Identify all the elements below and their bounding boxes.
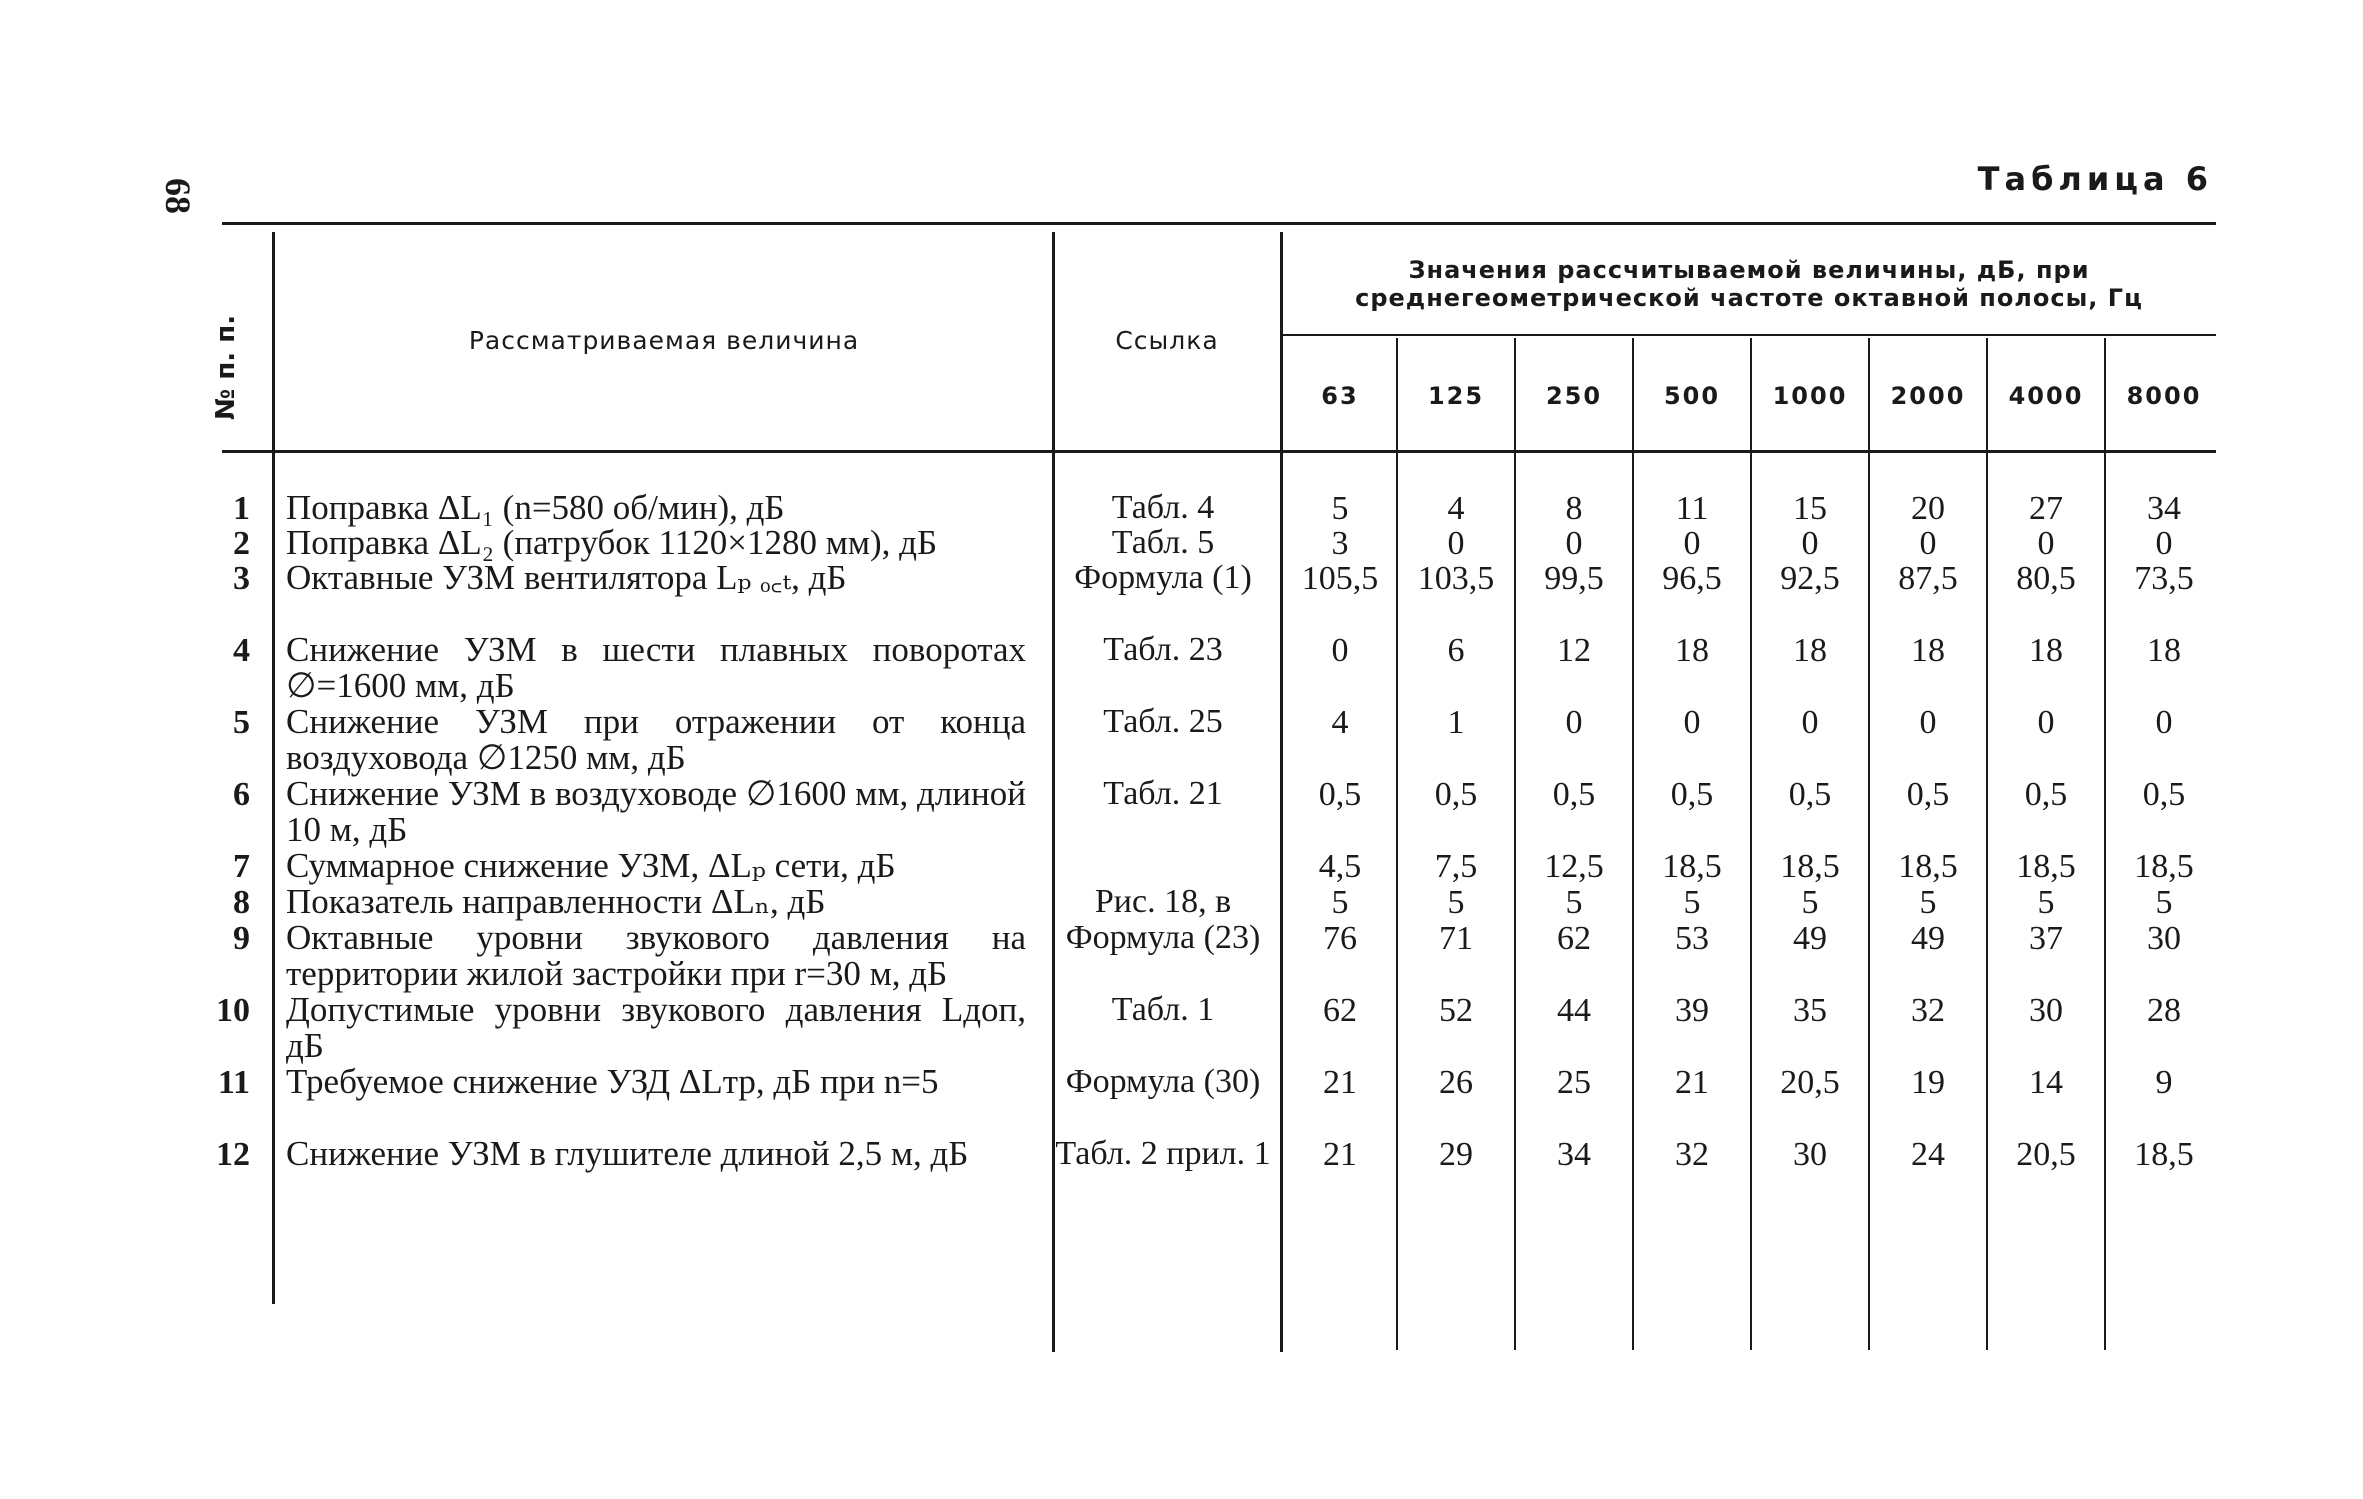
row-reference: Табл. 2 прил. 1 [1055, 1135, 1271, 1172]
value-cell-4000: 80,5 [2016, 560, 2076, 597]
row-number: 6 [233, 776, 250, 813]
row-quantity: Снижение УЗМ в шести плавных поворотах ∅=1600 мм, дБ [286, 630, 1026, 705]
value-cell-125: 103,5 [1417, 560, 1495, 597]
value-cell-4000: 27 [2029, 490, 2063, 527]
value-cell-8000: 0 [2155, 525, 2173, 562]
row-quantity: Суммарное снижение УЗМ, ΔLₚ сети, дБ [286, 846, 896, 885]
row-reference: Табл. 4 [1111, 489, 1215, 526]
value-cell-8000: 34 [2147, 490, 2181, 527]
value-cell-63: 0 [1331, 632, 1349, 669]
header-freq-63: 63 [1321, 382, 1359, 410]
row-number: 1 [233, 490, 250, 527]
value-cell-2000: 19 [1911, 1064, 1945, 1101]
value-cell-63: 5 [1331, 884, 1349, 921]
value-cell-8000: 9 [2155, 1064, 2173, 1101]
value-cell-4000: 0 [2037, 525, 2055, 562]
row-quantity: Допустимые уровни звукового давления Lдоп, дБ [286, 990, 1026, 1065]
row-quantity: Требуемое снижение УЗД ΔLтр, дБ при n=5 [286, 1062, 939, 1101]
table-top-rule [222, 222, 2216, 225]
row-number: 9 [233, 920, 250, 957]
value-cell-2000: 20 [1911, 490, 1945, 527]
value-cell-250: 0 [1565, 525, 1583, 562]
value-cell-125: 0,5 [1434, 776, 1478, 813]
value-cell-500: 18,5 [1662, 848, 1722, 885]
value-cell-8000: 30 [2147, 920, 2181, 957]
header-freq-4000: 4000 [2008, 382, 2084, 410]
value-cell-1000: 35 [1793, 992, 1827, 1029]
value-cell-63: 4,5 [1318, 848, 1362, 885]
value-cell-4000: 0 [2037, 704, 2055, 741]
value-cell-1000: 20,5 [1780, 1064, 1840, 1101]
value-cell-1000: 92,5 [1780, 560, 1840, 597]
row-reference: Табл. 1 [1111, 991, 1215, 1028]
value-cell-2000: 0 [1919, 704, 1937, 741]
value-cell-500: 18 [1675, 632, 1709, 669]
row-number: 11 [217, 1064, 250, 1101]
value-cell-250: 5 [1565, 884, 1583, 921]
col-divider-num [272, 232, 275, 1304]
value-cell-1000: 18,5 [1780, 848, 1840, 885]
value-cell-250: 34 [1557, 1136, 1591, 1173]
value-cell-125: 0 [1447, 525, 1465, 562]
value-cell-500: 21 [1675, 1064, 1709, 1101]
row-quantity: Октавные уровни звукового давления на территории жилой застройки при r=30 м, дБ [286, 918, 1026, 993]
row-reference: Формула (23) [1065, 919, 1261, 956]
value-cell-1000: 5 [1801, 884, 1819, 921]
value-cell-1000: 0 [1801, 704, 1819, 741]
row-number: 2 [233, 525, 250, 562]
value-cell-125: 26 [1439, 1064, 1473, 1101]
row-reference: Формула (1) [1074, 559, 1252, 596]
value-cell-125: 7,5 [1434, 848, 1478, 885]
value-cell-1000: 49 [1793, 920, 1827, 957]
row-quantity: Снижение УЗМ в глушителе длиной 2,5 м, дБ [286, 1134, 969, 1173]
row-number: 7 [233, 848, 250, 885]
header-reference: Ссылка [1115, 326, 1219, 355]
value-cell-4000: 5 [2037, 884, 2055, 921]
value-cell-500: 96,5 [1662, 560, 1722, 597]
value-cell-1000: 0,5 [1788, 776, 1832, 813]
row-quantity: Поправка ΔL₁ (n=580 об/мин), дБ [286, 488, 785, 527]
value-cell-4000: 0,5 [2024, 776, 2068, 813]
value-cell-4000: 18,5 [2016, 848, 2076, 885]
value-cell-125: 29 [1439, 1136, 1473, 1173]
header-freq-8000: 8000 [2126, 382, 2202, 410]
header-bottom-rule [222, 450, 2216, 453]
value-cell-125: 6 [1447, 632, 1465, 669]
header-row-number: № п. п. [211, 314, 241, 420]
row-reference: Табл. 5 [1111, 524, 1215, 561]
value-cell-500: 32 [1675, 1136, 1709, 1173]
value-cell-500: 11 [1675, 490, 1709, 527]
row-number: 8 [233, 884, 250, 921]
value-cell-250: 62 [1557, 920, 1591, 957]
value-cell-500: 53 [1675, 920, 1709, 957]
value-cell-500: 0 [1683, 704, 1701, 741]
value-cell-125: 5 [1447, 884, 1465, 921]
value-cell-1000: 15 [1793, 490, 1827, 527]
value-cell-2000: 0 [1919, 525, 1937, 562]
value-cell-500: 0,5 [1670, 776, 1714, 813]
row-number: 10 [216, 992, 250, 1029]
value-cell-8000: 18,5 [2134, 848, 2194, 885]
value-cell-250: 0,5 [1552, 776, 1596, 813]
value-cell-2000: 32 [1911, 992, 1945, 1029]
row-quantity: Поправка ΔL₂ (патрубок 1120×1280 мм), дБ [286, 523, 938, 562]
row-reference: Формула (30) [1065, 1063, 1261, 1100]
freq-header-rule [1283, 334, 2216, 336]
row-number: 5 [233, 704, 250, 741]
row-reference: Табл. 23 [1103, 631, 1223, 668]
value-cell-4000: 20,5 [2016, 1136, 2076, 1173]
row-number: 12 [216, 1136, 250, 1173]
value-cell-4000: 37 [2029, 920, 2063, 957]
row-reference: Рис. 18, в [1094, 883, 1232, 920]
value-cell-250: 44 [1557, 992, 1591, 1029]
value-cell-63: 4 [1331, 704, 1349, 741]
value-cell-1000: 30 [1793, 1136, 1827, 1173]
header-freq-1000: 1000 [1772, 382, 1848, 410]
value-cell-125: 71 [1439, 920, 1473, 957]
value-cell-8000: 0 [2155, 704, 2173, 741]
value-cell-2000: 49 [1911, 920, 1945, 957]
value-cell-500: 0 [1683, 525, 1701, 562]
page-number: 68 [158, 178, 198, 214]
header-values-line1: Значения рассчитываемой величины, дБ, при [1408, 256, 2090, 284]
value-cell-250: 12 [1557, 632, 1591, 669]
value-cell-250: 12,5 [1544, 848, 1604, 885]
value-cell-63: 105,5 [1301, 560, 1379, 597]
value-cell-500: 5 [1683, 884, 1701, 921]
value-cell-2000: 18 [1911, 632, 1945, 669]
value-cell-8000: 0,5 [2142, 776, 2186, 813]
value-cell-2000: 5 [1919, 884, 1937, 921]
value-cell-8000: 5 [2155, 884, 2173, 921]
header-quantity: Рассматриваемая величина [468, 326, 860, 355]
value-cell-2000: 87,5 [1898, 560, 1958, 597]
header-values-line2: среднегеометрической частоте октавной полосы, Гц [1355, 284, 2143, 312]
value-cell-4000: 18 [2029, 632, 2063, 669]
value-cell-4000: 14 [2029, 1064, 2063, 1101]
row-quantity: Снижение УЗМ при отражении от конца воздуховода ∅1250 мм, дБ [286, 702, 1026, 777]
value-cell-250: 99,5 [1544, 560, 1604, 597]
header-freq-125: 125 [1427, 382, 1485, 410]
value-cell-125: 52 [1439, 992, 1473, 1029]
row-reference: Табл. 21 [1103, 775, 1223, 812]
row-number: 4 [233, 632, 250, 669]
value-cell-500: 39 [1675, 992, 1709, 1029]
value-cell-8000: 73,5 [2134, 560, 2194, 597]
value-cell-8000: 18 [2147, 632, 2181, 669]
value-cell-63: 5 [1331, 490, 1349, 527]
value-cell-4000: 30 [2029, 992, 2063, 1029]
value-cell-63: 0,5 [1318, 776, 1362, 813]
value-cell-125: 4 [1447, 490, 1465, 527]
row-reference: Табл. 25 [1103, 703, 1223, 740]
header-freq-250: 250 [1545, 382, 1603, 410]
header-freq-2000: 2000 [1890, 382, 1966, 410]
value-cell-250: 0 [1565, 704, 1583, 741]
value-cell-2000: 18,5 [1898, 848, 1958, 885]
value-cell-1000: 18 [1793, 632, 1827, 669]
row-quantity: Снижение УЗМ в воздуховоде ∅1600 мм, длиной 10 м, дБ [286, 774, 1026, 849]
header-freq-500: 500 [1663, 382, 1721, 410]
value-cell-250: 25 [1557, 1064, 1591, 1101]
value-cell-2000: 24 [1911, 1136, 1945, 1173]
value-cell-125: 1 [1447, 704, 1465, 741]
table-title: Таблица 6 [1977, 160, 2213, 198]
value-cell-63: 21 [1323, 1064, 1357, 1101]
value-cell-8000: 28 [2147, 992, 2181, 1029]
value-cell-8000: 18,5 [2134, 1136, 2194, 1173]
row-quantity: Показатель направленности ΔLₙ, дБ [286, 882, 826, 921]
value-cell-63: 3 [1331, 525, 1349, 562]
row-number: 3 [233, 560, 250, 597]
value-cell-63: 62 [1323, 992, 1357, 1029]
value-cell-63: 21 [1323, 1136, 1357, 1173]
row-quantity: Октавные УЗМ вентилятора Lₚ ₒ꜀ₜ, дБ [286, 558, 847, 597]
value-cell-250: 8 [1565, 490, 1583, 527]
value-cell-63: 76 [1323, 920, 1357, 957]
value-cell-1000: 0 [1801, 525, 1819, 562]
value-cell-2000: 0,5 [1906, 776, 1950, 813]
